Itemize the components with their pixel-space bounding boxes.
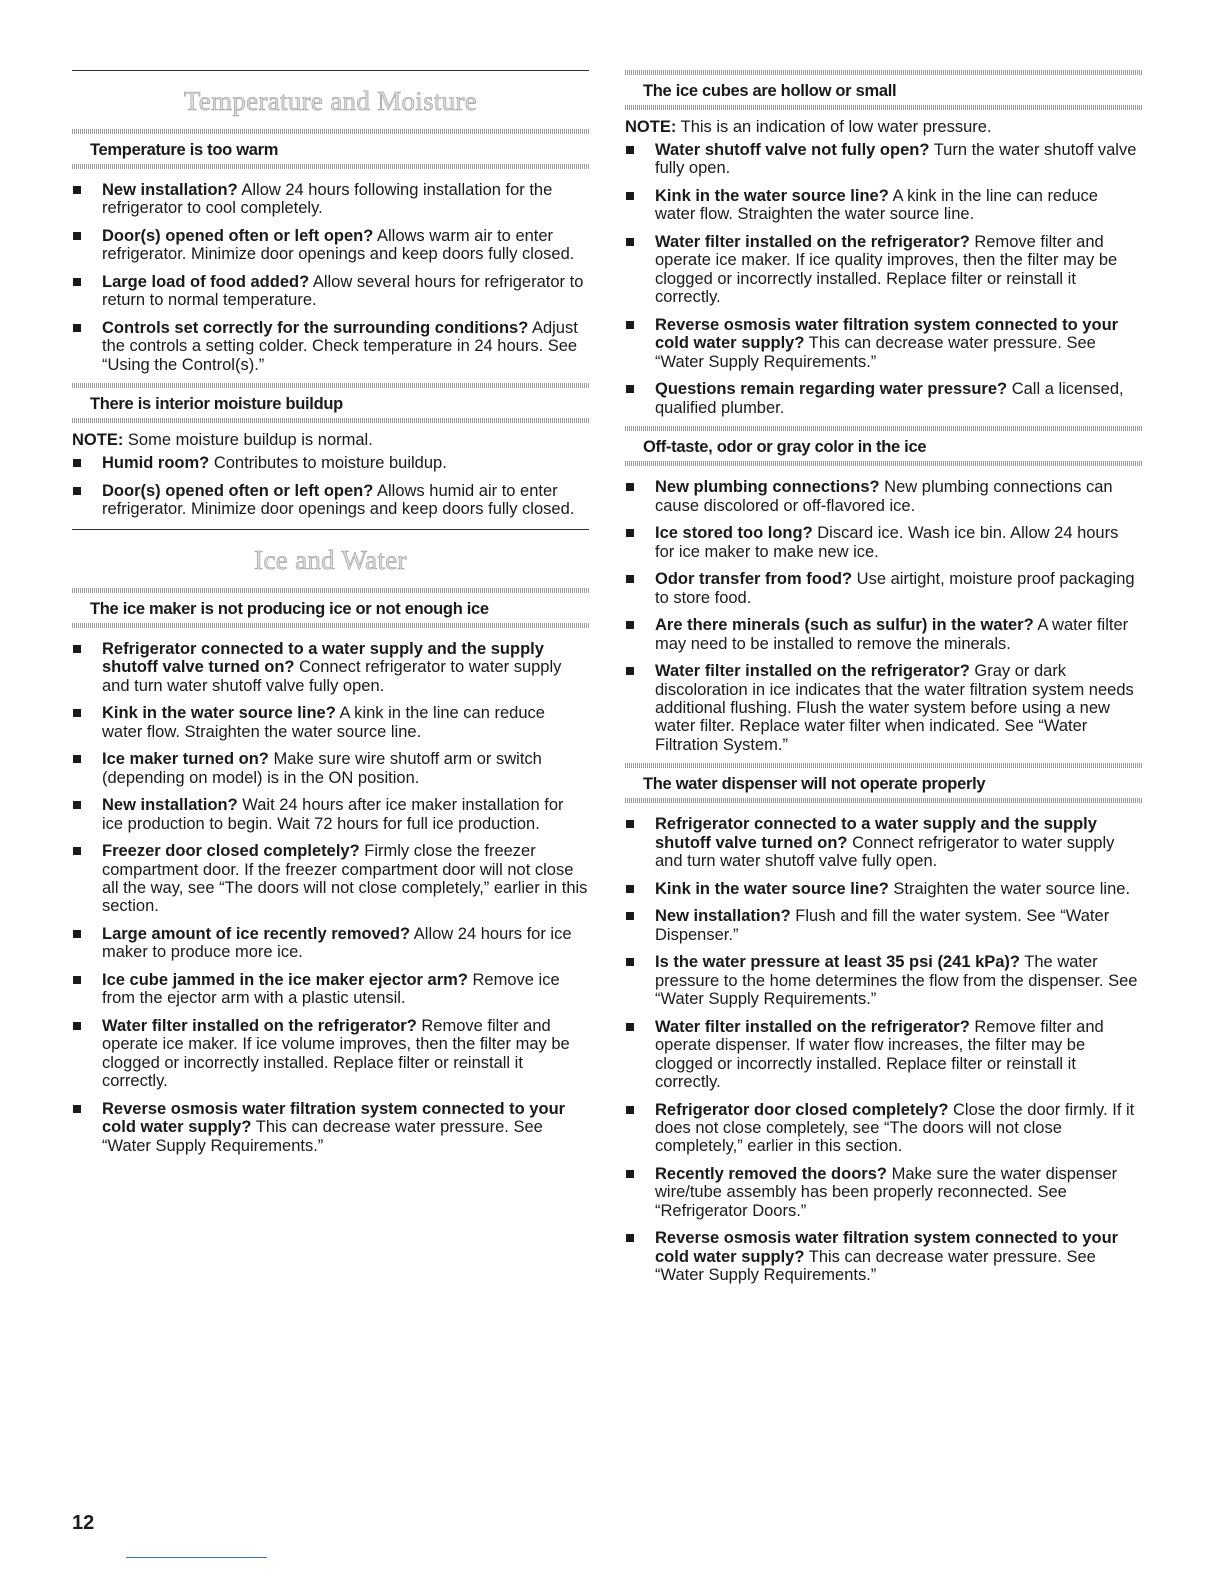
answer: This can decrease water pressure. See “Water Supply Requirements.” [102, 1118, 543, 1155]
answer: Allow several hours for refrigerator to return to normal temperature. [102, 273, 584, 310]
section-title: Temperature and Moisture [183, 86, 478, 116]
question: Large amount of ice recently removed? [102, 925, 411, 944]
answer: Connect refrigerator to water supply and turn water shutoff valve fully open. [655, 833, 1115, 871]
question: Water shutoff valve not fully open? [655, 141, 930, 159]
list-item [625, 880, 1142, 898]
section [72, 529, 589, 1155]
problem-heading: The ice cubes are hollow or small [643, 82, 897, 100]
note-label: NOTE: [72, 431, 124, 450]
section [72, 70, 589, 519]
list-item [72, 273, 589, 310]
answer: Make sure wire shutoff arm or switch (depending on model) is in the ON position. [102, 750, 542, 787]
answer: Allow 24 hours for ice maker to produce more ice. [102, 925, 572, 962]
troubleshoot-group [625, 426, 1142, 754]
question: Kink in the water source line? [655, 879, 889, 898]
question: Reverse osmosis water filtration system connected to your cold water supply? [102, 1099, 566, 1137]
question: Door(s) opened often or left open? [102, 227, 374, 245]
answer: Flush and fill the water system. See “Water Dispenser.” [655, 907, 1110, 944]
question: New installation? [102, 796, 238, 815]
list-item [72, 796, 589, 833]
answer: Gray or dark discoloration in ice indicates that the water filtration system needs additional flushing. Flush the water system before using a new water filter. Replace water filter when indicated. See “Water Filtration System.” [655, 662, 1134, 754]
answer: Allow 24 hours following installation for the refrigerator to cool completely. [102, 181, 553, 218]
question: Ice cube jammed in the ice maker ejector arm? [102, 971, 468, 990]
page-number: 12 [72, 1512, 95, 1534]
answer: New plumbing connections can cause discolored or off-flavored ice. [655, 478, 1113, 515]
problem-heading: There is interior moisture buildup [90, 395, 343, 414]
question: Recently removed the doors? [655, 1165, 887, 1184]
section-rule [72, 529, 589, 530]
list-item [72, 227, 589, 264]
hatch-rule [625, 798, 1142, 803]
answer: Allows humid air to enter refrigerator. Minimize door openings and keep doors fully closed. [102, 482, 575, 519]
note-label: NOTE: [625, 118, 677, 136]
question: Reverse osmosis water filtration system connected to your cold water supply? [655, 315, 1119, 353]
question: Refrigerator connected to a water supply and the supply shutoff valve turned on? [655, 815, 1097, 852]
footer-link-line [126, 1557, 267, 1558]
list-item [72, 750, 589, 787]
list-item [625, 662, 1142, 754]
question: Humid room? [102, 454, 210, 473]
hatch-rule [72, 623, 589, 628]
answer: This can decrease water pressure. See “Water Supply Requirements.” [655, 334, 1096, 371]
answer: Allows warm air to enter refrigerator. Minimize door openings and keep doors fully closed. [102, 227, 575, 264]
question: Kink in the water source line? [655, 187, 889, 205]
troubleshoot-group [625, 70, 1142, 417]
cause-list [625, 141, 1142, 417]
question: Controls set correctly for the surrounding conditions? [102, 319, 529, 337]
question: Is the water pressure at least 35 psi (241 kPa)? [655, 953, 1021, 972]
problem-heading: Off-taste, odor or gray color in the ice [643, 438, 927, 457]
answer: Make sure the water dispenser wire/tube assembly has been properly reconnected. See “Refrigerator Doors.” [655, 1165, 1118, 1220]
troubleshoot-group [625, 763, 1142, 1284]
list-item [625, 1101, 1142, 1156]
answer: Adjust the controls a setting colder. Check temperature in 24 hours. See “Using the Control(s).” [102, 319, 578, 374]
answer: A kink in the line can reduce water flow. Straighten the water source line. [102, 704, 545, 741]
left-column [72, 70, 589, 1164]
list-item [625, 1018, 1142, 1092]
answer: Wait 24 hours after ice maker installation for ice production to begin. Wait 72 hours for full ice production. [102, 796, 564, 833]
answer: Remove filter and operate dispenser. If water flow increases, the filter may be clogged or incorrectly installed. Replace filter or reinstall it correctly. [655, 1017, 1104, 1092]
list-item [72, 704, 589, 741]
note-text: This is an indication of low water pressure. [676, 118, 992, 136]
problem-heading: The ice maker is not producing ice or not enough ice [90, 599, 489, 618]
list-item [72, 971, 589, 1008]
question: Door(s) opened often or left open? [102, 482, 374, 500]
hatch-rule [625, 461, 1142, 466]
answer: Discard ice. Wash ice bin. Allow 24 hours for ice maker to make new ice. [655, 524, 1119, 561]
list-item [72, 482, 589, 519]
list-item [72, 925, 589, 962]
answer: This can decrease water pressure. See “Water Supply Requirements.” [655, 1247, 1096, 1285]
answer: The water pressure to the home determines the flow from the dispenser. See “Water Supply Requirements.” [655, 953, 1138, 1009]
hatch-rule [72, 164, 589, 169]
question: Water filter installed on the refrigerator? [655, 662, 970, 681]
question: New plumbing connections? [655, 478, 880, 497]
list-item [72, 454, 589, 472]
answer: Turn the water shutoff valve fully open. [655, 141, 1137, 178]
list-item [625, 907, 1142, 944]
problem-heading: Temperature is too warm [90, 141, 279, 159]
list-item [625, 1229, 1142, 1284]
list-item [625, 380, 1142, 417]
note [625, 118, 1142, 137]
troubleshoot-group [72, 383, 589, 518]
question: Freezer door closed completely? [102, 842, 360, 861]
list-item [625, 478, 1142, 515]
answer: Call a licensed, qualified plumber. [655, 380, 1124, 417]
question: Ice stored too long? [655, 524, 813, 543]
answer: Remove filter and operate ice maker. If ice quality improves, then the filter may be clogged or incorrectly installed. Replace filter or reinstall it correctly. [655, 233, 1118, 307]
note-text: Some moisture buildup is normal. [123, 431, 373, 450]
cause-list [72, 454, 589, 518]
question: New installation? [102, 181, 238, 199]
list-item [625, 316, 1142, 371]
question: Water filter installed on the refrigerator? [655, 233, 970, 251]
list-item [625, 953, 1142, 1008]
hatch-rule [72, 418, 589, 423]
answer: Remove ice from the ejector arm with a plastic utensil. [102, 971, 560, 1008]
question: Are there minerals (such as sulfur) in the water? [655, 616, 1034, 635]
list-item [625, 141, 1142, 178]
list-item [625, 616, 1142, 653]
troubleshoot-group [72, 588, 589, 1155]
answer: Firmly close the freezer compartment door. If the freezer compartment door will not close all the way, see “The doors will not close completely,” earlier in this section. [102, 842, 588, 916]
answer: Use airtight, moisture proof packaging to store food. [655, 570, 1135, 607]
answer: Remove filter and operate ice maker. If ice volume improves, then the filter may be clogged or incorrectly installed. Replace filter or reinstall it correctly. [102, 1017, 570, 1091]
list-item [72, 181, 589, 218]
question: Odor transfer from food? [655, 570, 853, 589]
list-item [72, 640, 589, 695]
section-rule [72, 70, 589, 71]
list-item [72, 319, 589, 374]
problem-heading: The water dispenser will not operate properly [643, 775, 986, 794]
cause-list [72, 181, 589, 374]
list-item [625, 1165, 1142, 1220]
question: Questions remain regarding water pressure? [655, 380, 1008, 399]
question: Reverse osmosis water filtration system connected to your cold water supply? [655, 1229, 1119, 1266]
troubleshoot-group [72, 129, 589, 374]
answer: Straighten the water source line. [888, 879, 1131, 898]
cause-list [625, 478, 1142, 754]
list-item [72, 1100, 589, 1155]
list-item [625, 233, 1142, 307]
question: Water filter installed on the refrigerator? [655, 1017, 970, 1036]
section-title: Ice and Water [254, 544, 407, 575]
question: Ice maker turned on? [102, 750, 269, 769]
note [72, 431, 589, 450]
question: New installation? [655, 907, 791, 926]
list-item [625, 570, 1142, 607]
cause-list [72, 640, 589, 1155]
right-column [625, 70, 1142, 1294]
hatch-rule [625, 105, 1142, 110]
answer: A water filter may need to be installed to remove the minerals. [655, 616, 1129, 653]
list-item [625, 187, 1142, 224]
list-item [625, 815, 1142, 870]
question: Refrigerator door closed completely? [655, 1100, 949, 1119]
answer: Close the door firmly. If it does not close completely, see “The doors will not close completely,” earlier in this section. [655, 1100, 1135, 1156]
question: Refrigerator connected to a water supply and the supply shutoff valve turned on? [102, 639, 544, 677]
answer: Connect refrigerator to water supply and turn water shutoff valve fully open. [102, 658, 562, 695]
list-item [72, 842, 589, 916]
list-item [625, 524, 1142, 561]
answer: Contributes to moisture buildup. [209, 454, 447, 473]
answer: A kink in the line can reduce water flow. Straighten the water source line. [655, 187, 1098, 224]
cause-list [625, 815, 1142, 1284]
question: Kink in the water source line? [102, 704, 336, 723]
list-item [72, 1017, 589, 1091]
question: Water filter installed on the refrigerator? [102, 1017, 417, 1036]
question: Large load of food added? [102, 273, 310, 291]
